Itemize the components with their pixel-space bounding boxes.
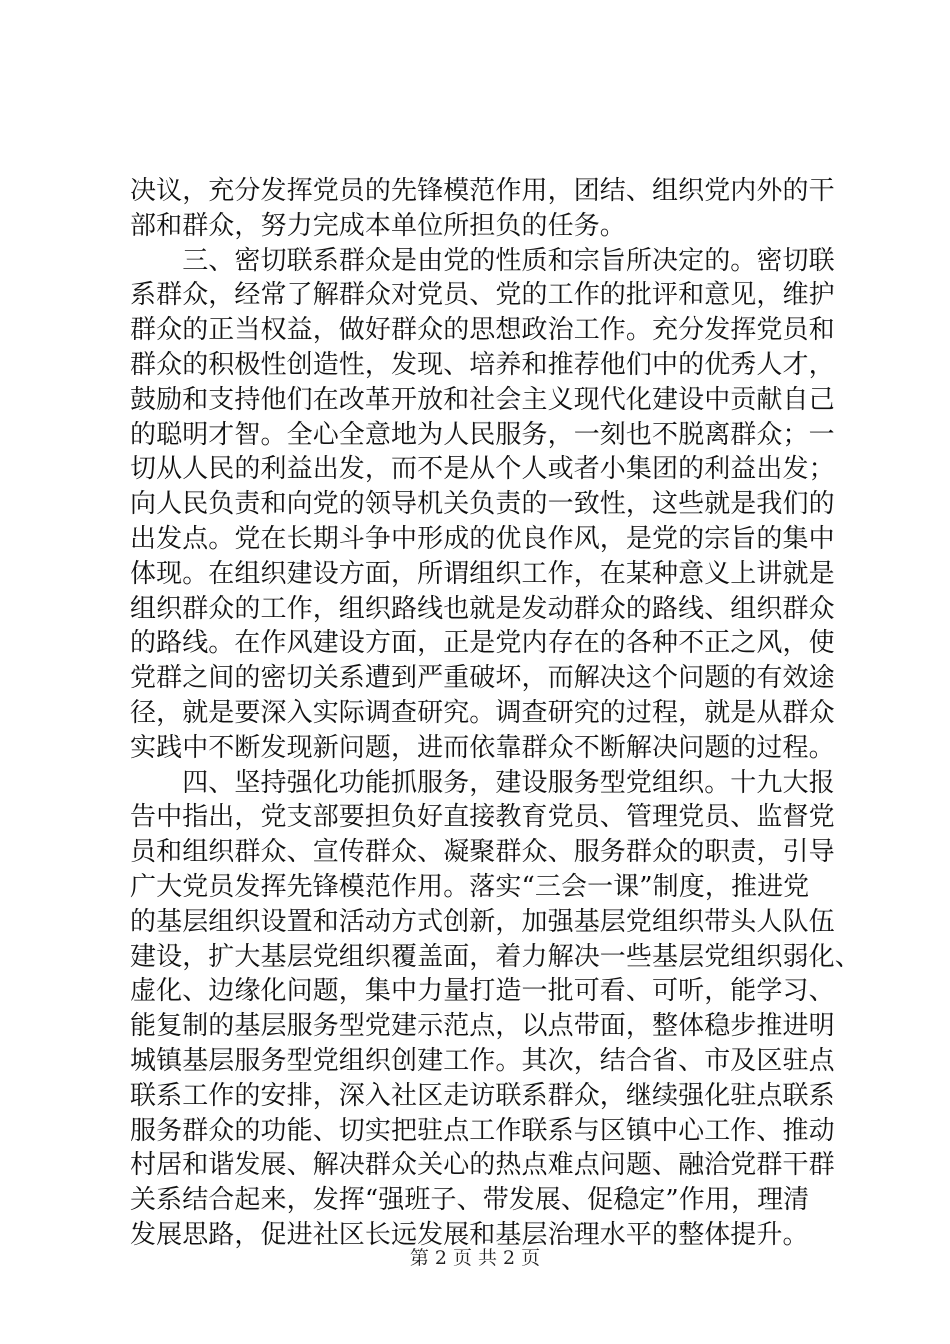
text-line: 三、密切联系群众是由党的性质和宗旨所决定的。密切联 xyxy=(130,245,835,276)
text-line: 切从人民的利益出发，而不是从个人或者小集团的利益出发； xyxy=(130,454,835,485)
text-line: 的基层组织设置和活动方式创新，加强基层党组织带头人队伍 xyxy=(130,906,835,937)
text-line: 发展思路，促进社区长远发展和基层治理水平的整体提升。 xyxy=(130,1219,809,1250)
text-line: 群众的积极性创造性，发现、培养和推荐他们中的优秀人才， xyxy=(130,349,835,380)
text-line: 实践中不断发现新问题，进而依靠群众不断解决问题的过程。 xyxy=(130,732,835,763)
text-line: 径，就是要深入实际调查研究。调查研究的过程，就是从群众 xyxy=(130,697,835,728)
text-line: 联系工作的安排，深入社区走访联系群众，继续强化驻点联系 xyxy=(130,1080,835,1111)
text-line: 告中指出，党支部要担负好直接教育党员、管理党员、监督党 xyxy=(130,802,835,833)
text-line: 系群众，经常了解群众对党员、党的工作的批评和意见，维护 xyxy=(130,280,835,311)
text-line: 虚化、边缘化问题，集中力量打造一批可看、可听，能学习、 xyxy=(130,976,835,1007)
text-line: 广大党员发挥先锋模范作用。落实“三会一课”制度，推进党 xyxy=(130,871,810,902)
text-line: 员和组织群众、宣传群众、凝聚群众、服务群众的职责，引导 xyxy=(130,837,835,868)
page-number-label: 第 2 页 共 2 页 xyxy=(409,1247,541,1269)
text-line: 体现。在组织建设方面，所谓组织工作，在某种意义上讲就是 xyxy=(130,558,835,589)
text-line: 四、坚持强化功能抓服务，建设服务型党组织。十九大报 xyxy=(130,767,835,798)
text-line: 的路线。在作风建设方面，正是党内存在的各种不正之风，使 xyxy=(130,628,835,659)
text-line: 建设，扩大基层党组织覆盖面，着力解决一些基层党组织弱化、 xyxy=(130,941,861,972)
text-line: 向人民负责和向党的领导机关负责的一致性，这些就是我们的 xyxy=(130,489,835,520)
document-body xyxy=(130,174,861,1253)
text-line: 组织群众的工作，组织路线也就是发动群众的路线、组织群众 xyxy=(130,593,835,624)
text-line: 决议，充分发挥党员的先锋模范作用，团结、组织党内外的干 xyxy=(130,176,835,206)
text-line: 服务群众的功能、切实把驻点工作联系与区镇中心工作、推动 xyxy=(130,1115,835,1146)
text-line: 村居和谐发展、解决群众关心的热点难点问题、融洽党群干群 xyxy=(130,1150,835,1181)
text-line: 部和群众，努力完成本单位所担负的任务。 xyxy=(130,210,626,241)
text-line: 党群之间的密切关系遭到严重破坏，而解决这个问题的有效途 xyxy=(130,663,835,694)
text-line: 关系结合起来，发挥“强班子、带发展、促稳定”作用，理清 xyxy=(130,1185,810,1216)
text-line: 的聪明才智。全心全意地为人民服务，一刻也不脱离群众；一 xyxy=(130,419,835,450)
text-line: 城镇基层服务型党组织创建工作。其次，结合省、市及区驻点 xyxy=(130,1045,835,1076)
page-footer xyxy=(0,1246,950,1270)
text-line: 出发点。党在长期斗争中形成的优良作风，是党的宗旨的集中 xyxy=(130,523,835,554)
text-line: 能复制的基层服务型党建示范点，以点带面，整体稳步推进明 xyxy=(130,1011,835,1042)
text-line: 群众的正当权益，做好群众的思想政治工作。充分发挥党员和 xyxy=(130,315,835,346)
text-line: 鼓励和支持他们在改革开放和社会主义现代化建设中贡献自己 xyxy=(130,384,835,415)
